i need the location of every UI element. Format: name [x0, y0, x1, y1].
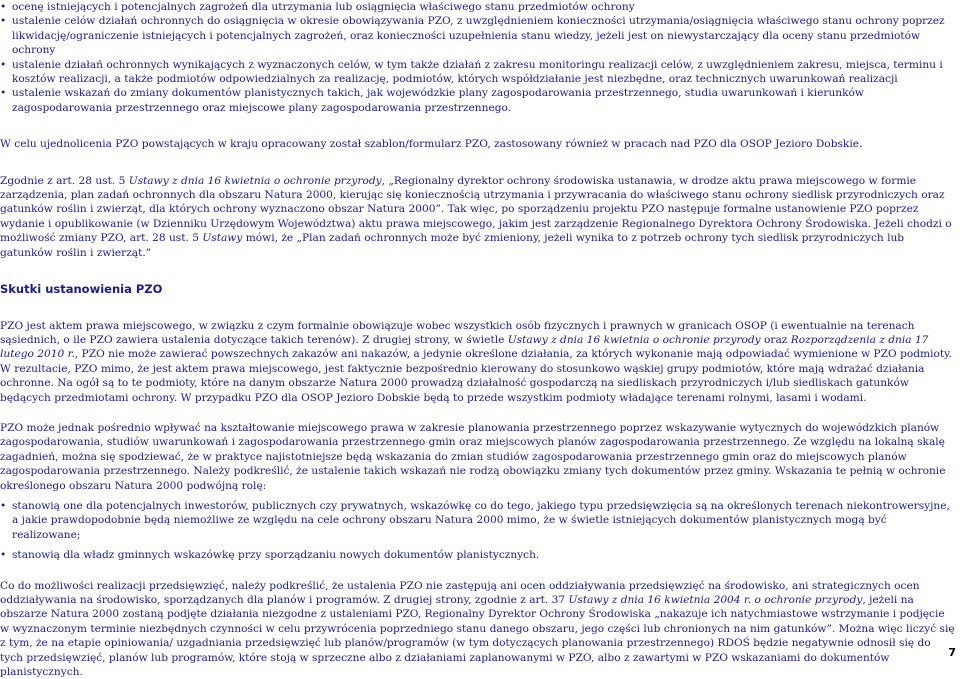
paragraph-art28 — [0, 174, 956, 260]
law-citation: Ustawy z dnia 16 kwietnia o ochronie przyrody — [507, 333, 761, 346]
list-item: • stanowią dla władz gminnych wskazówkę przy sporządzaniu nowych dokumentów planistycznych. — [0, 548, 956, 562]
page-number: 7 — [948, 646, 956, 659]
text-run: mówi, że „Plan zadań ochronnych może być zmieniony, jeżeli wynika to z potrzeb ochrony tych siedlisk przyrodniczych lub gatunków roślin i zwierząt.” — [0, 232, 905, 259]
law-citation: Ustawy — [202, 232, 243, 245]
law-citation: Rozporządzenia z dnia 17 lutego 2010 r. — [0, 333, 929, 361]
list-item: • ustalenie wskazań do zmiany dokumentów planistycznych takich, jak wojewódzkie plany zagospodarowania przestrzennego, studia uwarunkowań i kierunków zagospodarowania przestrzennego oraz miejscowe plany zagospodarowania przestrzennego. — [0, 86, 956, 115]
text-run: Zgodnie z art. 28 ust. 5 — [0, 174, 129, 187]
section-heading: Skutki ustanowienia PZO — [0, 282, 163, 297]
bullet-list-rola — [0, 499, 956, 563]
paragraph-szablon: W celu ujednolicenia PZO powstających w kraju opracowany został szablon/formularz PZO, zastosowany również w pracach nad PZO dla OSOP Jezioro Dobskie. — [0, 138, 863, 151]
bullet-list-scope — [0, 0, 956, 115]
law-citation: Ustawy z dnia 16 kwietnia 2004 r. o ochronie przyrody — [568, 594, 863, 606]
text-run: , jeżeli na obszarze Natura 2000 zostaną podjęte działania niezgodne z ustaleniami PZO, Regionalny Dyrektor Ochrony Środowiska „nakazuje ich natychmiastowe wstrzymanie i podjęcie w wyznaczonym terminie niezbędnych czynności w celu przywrócenia poprzedniego stanu danego obszaru, jego części lub chronionych na nim gatunków”. Można więc liczyć się z tym, że na etapie opiniowania/ uzgadniania przedsięwzięć lub planów/programów (w tym dotyczących planowania przestrzennego) RDOŚ będzie negatywnie odnosił się do tych przedsięwzięć, planów lub programów, które stoją w sprzeczne albo z działaniami zaplanowanymi w PZO, albo z zawartymi w PZO wskazaniami do dokumentów planistycznych. — [0, 594, 955, 679]
text-run: Co do możliwości realizacji przedsięwzięć, należy podkreślić, że ustalenia PZO nie zastępują ani ocen oddziaływania przedsięwzięć na środowisko, ani strategicznych ocen oddziaływania na środowisko, sporządzanych dla planów i programów. Z drugiej strony, zgodnie z art. 37 — [0, 579, 920, 606]
paragraph-final — [0, 579, 956, 679]
text-run: , „Regionalny dyrektor ochrony środowiska ustanawia, w drodze aktu prawa miejscowego w formie zarządzenia, plan zadań ochronnych dla obszaru Natura 2000, kierując się koniecznością utrzymania i przywracania do właściwego stanu ochrony siedlisk przyrodniczych oraz gatunków roślin i zwierząt, dla których ochrony wyznaczono obszar Natura 2000”. Tak więc, po sporządzeniu projektu PZO następuje formalne ustanowienie PZO poprzez wydanie i opublikowanie (w Dzienniku Urzędowym Województwa) aktu prawa miejscowego, jakim jest zarządzenie Regionalnego Dyrektora Ochrony Środowiska. Jeżeli chodzi o możliwość zmiany PZO, art. 28 ust. 5 — [0, 174, 952, 245]
text-run: PZO jest aktem prawa miejscowego, w związku z czym formalnie obowiązuje wobec wszystkich osób fizycznych i prawnych w granicach OSOP (i ewentualnie na terenach sąsiednich, o ile PZO zawiera ustalenia dotyczące takich terenów). Z drugiej strony, w świetle — [0, 319, 915, 346]
list-item: • ustalenie działań ochronnych wynikających z wyznaczonych celów, w tym także działań z zakresu monitoringu realizacji celów, z uwzględnieniem zakresu, miejsca, terminu i kosztów realizacji, a także podmiotów odpowiedzialnych za realizację, podmiotów, których współdziałanie jest niezbędne, oraz technicznych uwarunkowań realizacji — [0, 58, 956, 87]
paragraph-posredni: PZO może jednak pośrednio wpływać na kształtowanie miejscowego prawa w zakresie planowania przestrzennego poprzez wskazywanie wytycznych do wojewódzkich planów zagospodarowania, studiów uwarunkowań i zagospodarowania przestrzennego gmin oraz miejscowych planów zagospodarowania przestrzennego. Ze względu na lokalną skalę zagadnień, można się spodziewać, że w praktyce najistotniejsze będą wskazania do zmian studiów zagospodarowania przestrzennego gmin oraz do miejscowych planów zagospodarowania przestrzennego. Należy podkreślić, że ustalenie takich wskazań nie rodzą obowiązku zmiany tych dokumentów przez gminy. Wskazania te pełnią w ochronie określonego obszaru Natura 2000 podwójną rolę: — [0, 421, 946, 492]
paragraph-skutki — [0, 319, 956, 405]
list-item: • ocenę istniejących i potencjalnych zagrożeń dla utrzymania lub osiągnięcia właściwego stanu przedmiotów ochrony — [0, 0, 956, 14]
list-item: • ustalenie celów działań ochronnych do osiągnięcia w okresie obowiązywania PZO, z uwzględnieniem konieczności utrzymania/osiągnięcia właściwego stanu ochrony poprzez likwidację/ograniczenie istniejących i potencjalnych zagrożeń, oraz konieczności uzupełnienia stanu wiedzy, jeżeli jest on niewystarczający dla oceny stanu przedmiotów ochrony — [0, 14, 956, 57]
text-run: , PZO nie może zawierać powszechnych zakazów ani nakazów, a jedynie określone działania, za których wykonanie mają odpowiadać wymienione w PZO podmioty. W rezultacie, PZO mimo, że jest aktem prawa miejscowego, jest faktycznie bezpośrednio kierowany do stosunkowo wąskiej grupy podmiotów, które mają wdrażać działania ochronne. Na ogół są to te podmioty, które na danym obszarze Natura 2000 prowadzą działalność gospodarczą na siedliskach przyrodniczych i/lub siedliskach gatunków będących przedmiotami ochrony. W przypadku PZO dla OSOP Jezioro Dobskie będą to przede wszystkim podmioty władające terenami rolnymi, lasami i wodami. — [0, 348, 953, 404]
law-citation: Ustawy z dnia 16 kwietnia o ochronie przyrody — [128, 174, 382, 187]
text-run: oraz — [760, 333, 791, 346]
list-item: • stanowią one dla potencjalnych inwestorów, publicznych czy prywatnych, wskazówkę co do tego, jakiego typu przedsięwzięcia są na określonych terenach niekontrowersyjne, a jakie prawdopodobnie będą niemożliwe ze względu na cele ochrony obszaru Natura 2000 mimo, że w świetle istniejących dokumentów planistycznych mogą być realizowane; — [0, 499, 956, 542]
